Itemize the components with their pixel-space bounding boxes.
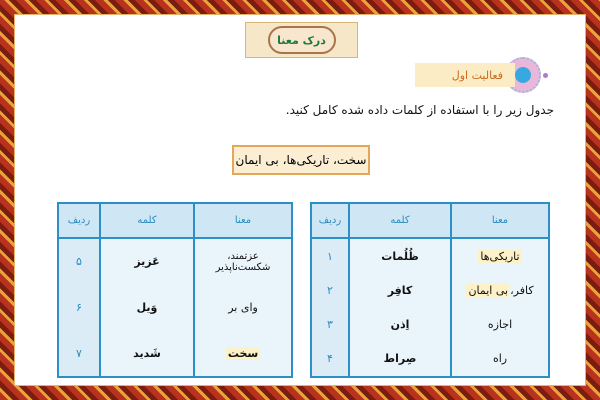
meaning-cell: [450, 273, 548, 307]
header-row: ردیف: [59, 204, 99, 239]
table-left: [57, 202, 293, 378]
dot-icon: [543, 73, 548, 78]
row-number: ۷: [59, 330, 99, 376]
table-right: [310, 202, 550, 378]
header-word: کلمه: [348, 204, 450, 239]
row-number: ۳: [312, 308, 348, 342]
answer-highlight: سخت: [227, 346, 259, 360]
row-number: ۶: [59, 285, 99, 331]
meaning-cell: [450, 239, 548, 273]
meaning-cell: [193, 330, 291, 376]
answer-highlight: تاریکی‌ها: [480, 249, 520, 263]
header-meaning: معنا: [193, 204, 291, 239]
row-number: ۱: [312, 239, 348, 273]
meaning-cell: وای بر: [193, 285, 291, 331]
instruction-text: جدول زیر را با استفاده از کلمات داده شده کامل کنید.: [285, 103, 554, 117]
word-cell: کافِر: [348, 273, 450, 307]
word-cell: ظُلُمات: [348, 239, 450, 273]
row-number: ۵: [59, 239, 99, 285]
word-cell: شَدید: [99, 330, 193, 376]
header-meaning: معنا: [450, 204, 548, 239]
word-cell: وَیل: [99, 285, 193, 331]
answer-highlight: بی ایمان: [468, 283, 509, 297]
word-cell: اِذن: [348, 308, 450, 342]
word-bank: سخت، تاریکی‌ها، بی ایمان: [232, 145, 370, 175]
word-cell: صِراط: [348, 342, 450, 376]
activity-label: فعالیت اول: [415, 63, 515, 87]
row-number: ۲: [312, 273, 348, 307]
row-number: ۴: [312, 342, 348, 376]
header-word: کلمه: [99, 204, 193, 239]
meaning-cell: عزتمند، شکست‌ناپذیر: [193, 239, 291, 285]
header-row: ردیف: [312, 204, 348, 239]
meaning-prefix: کافر،: [510, 283, 534, 297]
meaning-cell: اجازه: [450, 308, 548, 342]
word-cell: عَزیز: [99, 239, 193, 285]
meaning-cell: راه: [450, 342, 548, 376]
section-title: درک معنا: [268, 26, 336, 54]
section-title-badge: [245, 22, 358, 58]
